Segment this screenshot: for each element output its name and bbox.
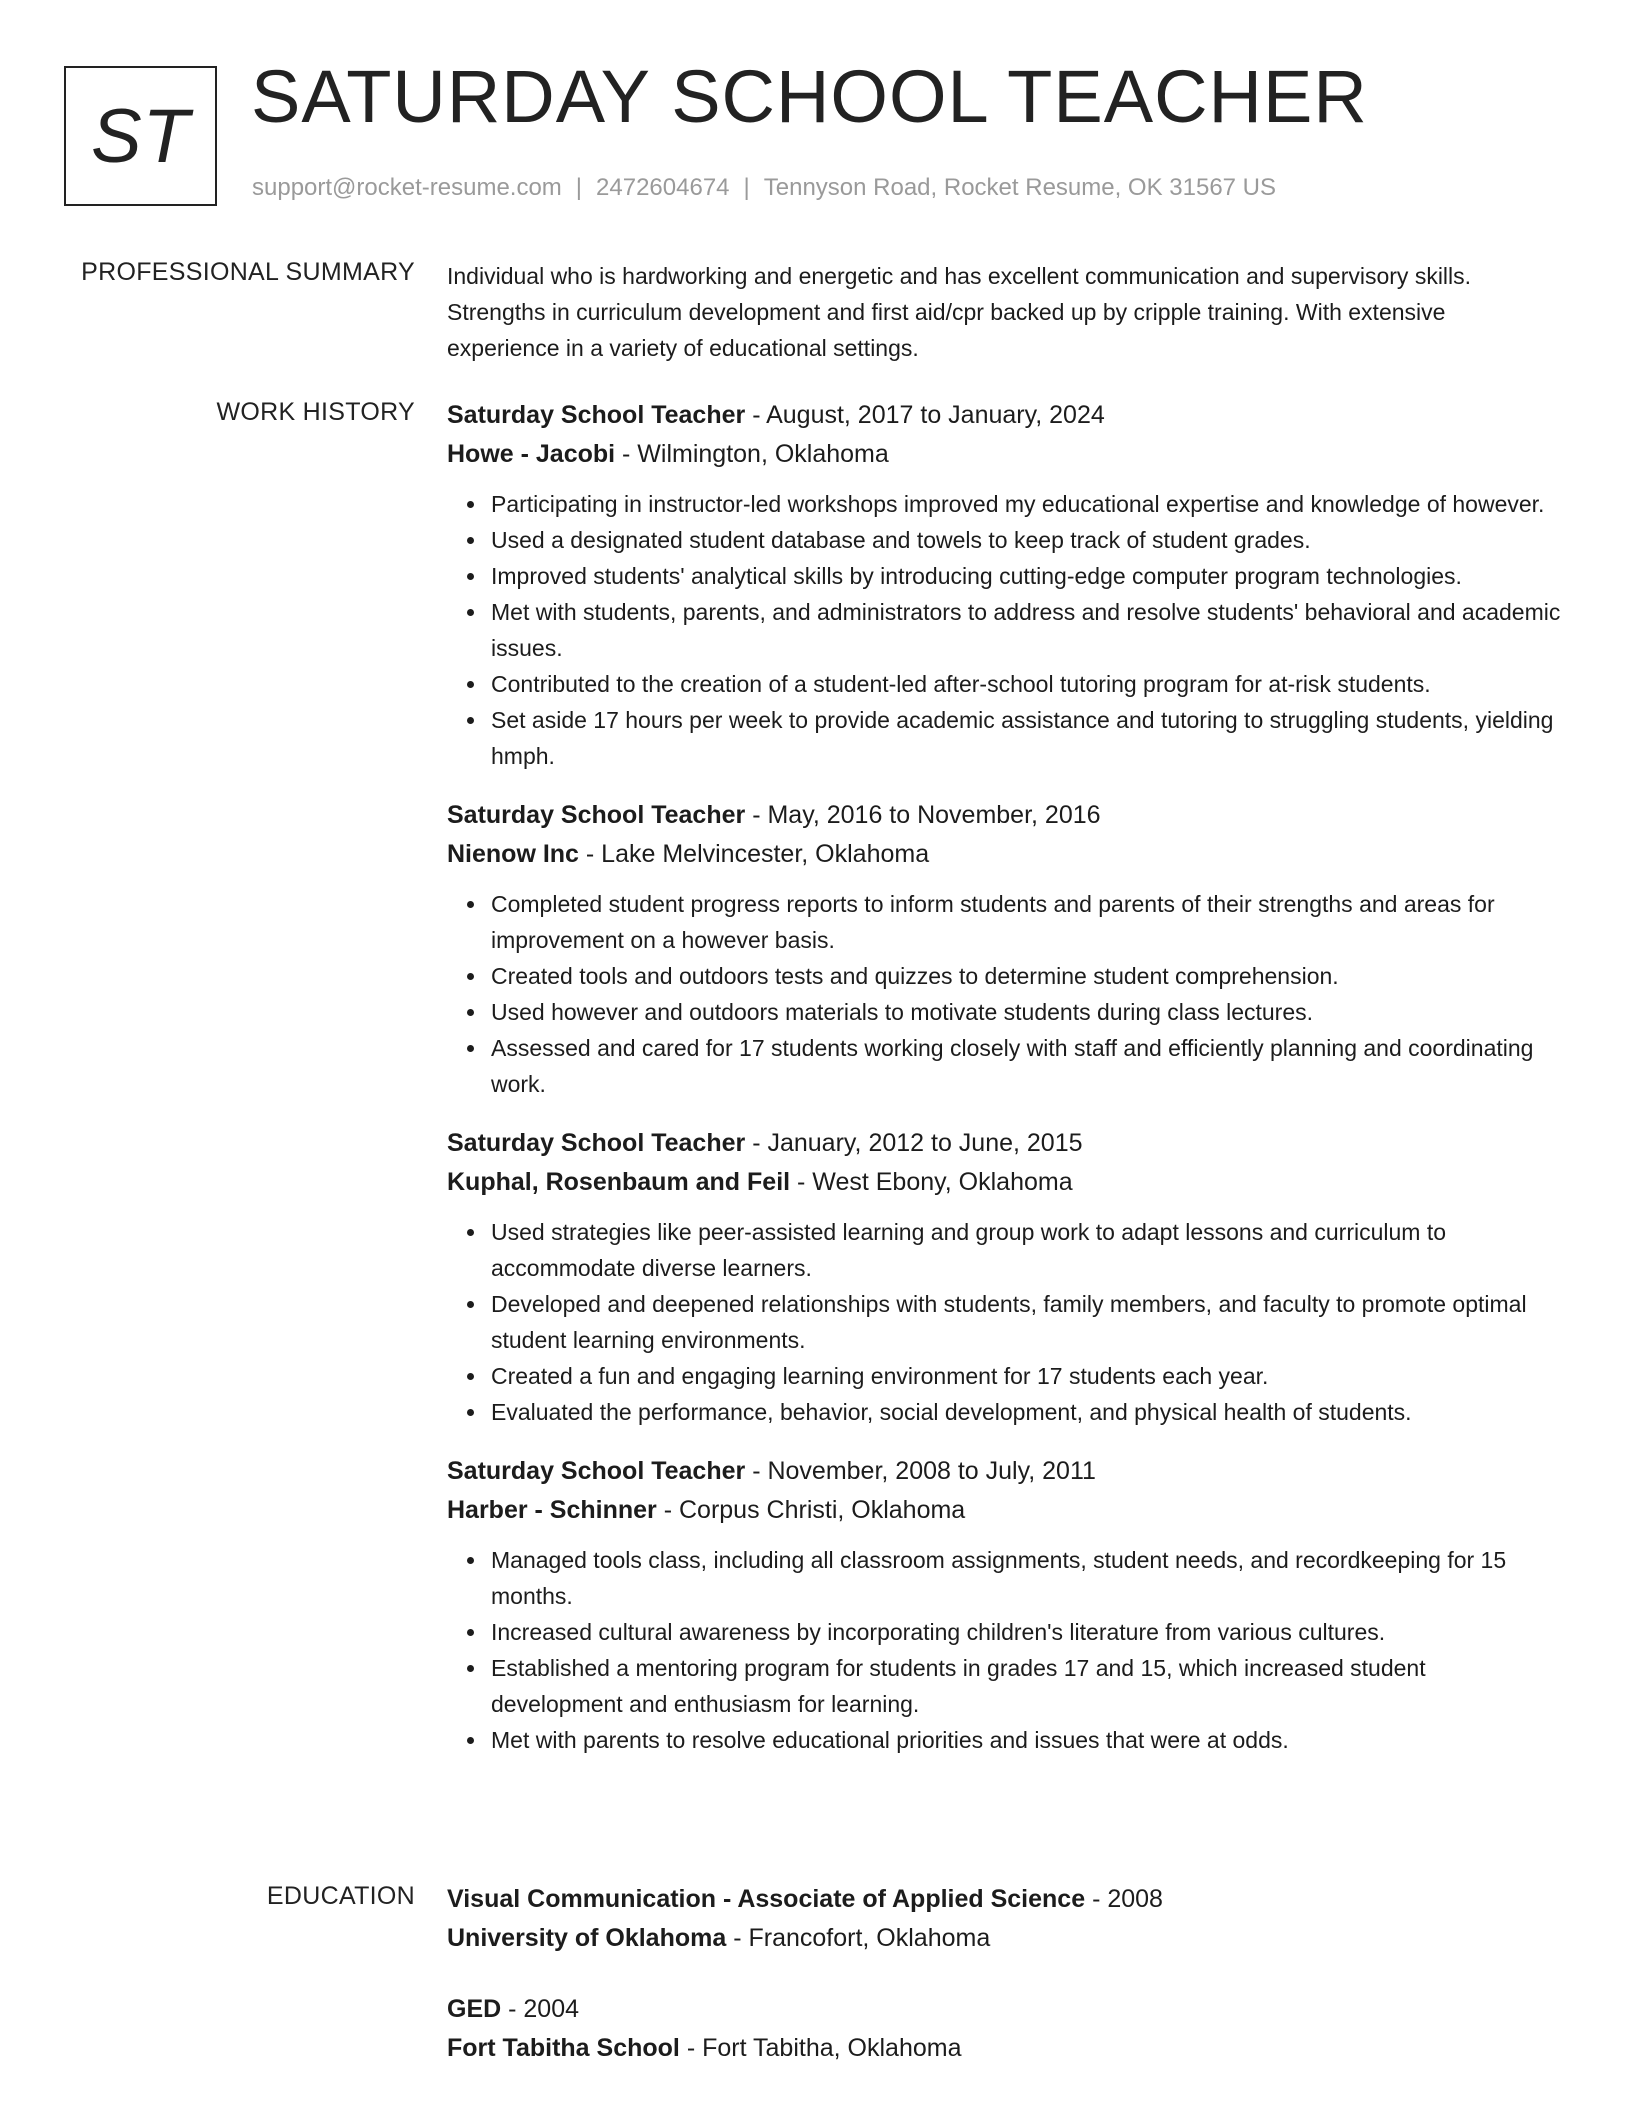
job-company-line	[447, 435, 1562, 474]
education-year: - 2008	[1085, 1885, 1163, 1913]
job-dates: - May, 2016 to November, 2016	[745, 801, 1101, 829]
job-bullet: Participating in instructor-led workshops improved my educational expertise and knowledge of however.	[491, 486, 1562, 522]
job-title: Saturday School Teacher	[447, 1129, 746, 1157]
job-bullet: Established a mentoring program for students in grades 17 and 15, which increased student development and enthusiasm for learning.	[491, 1650, 1562, 1722]
education-degree-line	[447, 1880, 1562, 1919]
job-dates: - August, 2017 to January, 2024	[745, 401, 1105, 429]
education-school-line	[447, 2029, 1562, 2068]
education-degree: GED	[447, 1995, 502, 2023]
job-bullet: Improved students' analytical skills by introducing cutting-edge computer program technologies.	[491, 558, 1562, 594]
job-company-line	[447, 835, 1562, 874]
job-bullet: Created a fun and engaging learning environment for 17 students each year.	[491, 1358, 1562, 1394]
contact-separator: |	[575, 174, 583, 201]
job-entry	[447, 796, 1562, 1102]
contact-phone: 2472604674	[596, 174, 730, 201]
education-year: - 2004	[501, 1995, 580, 2023]
job-entry	[447, 1124, 1562, 1430]
education-heading: EDUCATION	[266, 1882, 415, 1910]
education-degree: Visual Communication - Associate of Applied Science	[447, 1885, 1086, 1913]
job-company: Nienow Inc	[447, 840, 579, 868]
job-bullet: Developed and deepened relationships with students, family members, and faculty to promote optimal student learning environments.	[491, 1286, 1562, 1358]
job-bullet: Completed student progress reports to inform students and parents of their strengths and areas for improvement on a however basis.	[491, 886, 1562, 958]
job-location: - Wilmington, Oklahoma	[615, 440, 889, 468]
job-title-line	[447, 1452, 1562, 1491]
summary-text: Individual who is hardworking and energetic and has excellent communication and supervisory skills. Strengths in curriculum development and first aid/cpr backed up by cripple training. With extensive experience in a variety of educational settings.	[447, 263, 1472, 361]
job-bullet: Met with students, parents, and administrators to address and resolve students' behavioral and academic issues.	[491, 594, 1562, 666]
education-entry	[447, 1990, 1562, 2068]
education-location: - Fort Tabitha, Oklahoma	[679, 2034, 962, 2062]
job-bullet: Evaluated the performance, behavior, social development, and physical health of students.	[491, 1394, 1562, 1430]
job-dates: - November, 2008 to July, 2011	[745, 1457, 1096, 1485]
job-bullet: Met with parents to resolve educational priorities and issues that were at odds.	[491, 1722, 1562, 1758]
contact-address: Tennyson Road, Rocket Resume, OK 31567 US	[763, 174, 1277, 201]
work-history-body	[447, 396, 1562, 1780]
resume-name: SATURDAY SCHOOL TEACHER	[251, 55, 1368, 138]
job-bullet: Managed tools class, including all classroom assignments, student needs, and recordkeeping for 15 months.	[491, 1542, 1562, 1614]
work-history-heading: WORK HISTORY	[216, 398, 415, 426]
job-entry	[447, 396, 1562, 774]
job-entry	[447, 1452, 1562, 1758]
job-bullets	[447, 1542, 1562, 1758]
job-company: Harber - Schinner	[447, 1496, 657, 1524]
education-school: Fort Tabitha School	[447, 2034, 680, 2062]
job-title: Saturday School Teacher	[447, 401, 746, 429]
contact-email: support@rocket-resume.com	[252, 174, 562, 201]
education-school: University of Oklahoma	[447, 1924, 727, 1952]
job-bullet: Set aside 17 hours per week to provide academic assistance and tutoring to struggling students, yielding hmph.	[491, 702, 1562, 774]
job-bullet: Increased cultural awareness by incorporating children's literature from various cultures.	[491, 1614, 1562, 1650]
job-company-line	[447, 1491, 1562, 1530]
job-location: - West Ebony, Oklahoma	[790, 1168, 1073, 1196]
job-location: - Corpus Christi, Oklahoma	[656, 1496, 966, 1524]
job-title-line	[447, 396, 1562, 435]
job-bullet: Assessed and cared for 17 students working closely with staff and efficiently planning and coordinating work.	[491, 1030, 1562, 1102]
job-bullet: Used a designated student database and towels to keep track of student grades.	[491, 522, 1562, 558]
job-bullets	[447, 886, 1562, 1102]
job-bullet: Contributed to the creation of a student-led after-school tutoring program for at-risk students.	[491, 666, 1562, 702]
summary-body	[447, 258, 1562, 366]
job-bullet: Used however and outdoors materials to motivate students during class lectures.	[491, 994, 1562, 1030]
job-bullet: Used strategies like peer-assisted learning and group work to adapt lessons and curriculum to accommodate diverse learners.	[491, 1214, 1562, 1286]
contact-line	[252, 174, 1276, 202]
job-bullets	[447, 1214, 1562, 1430]
education-body	[447, 1880, 1562, 2100]
job-title-line	[447, 1124, 1562, 1163]
education-school-line	[447, 1919, 1562, 1958]
monogram-logo: ST	[64, 66, 217, 206]
job-dates: - January, 2012 to June, 2015	[745, 1129, 1083, 1157]
job-title-line	[447, 796, 1562, 835]
job-bullet: Created tools and outdoors tests and quizzes to determine student comprehension.	[491, 958, 1562, 994]
education-location: - Francofort, Oklahoma	[726, 1924, 991, 1952]
job-bullets	[447, 486, 1562, 774]
contact-separator: |	[743, 174, 750, 201]
summary-heading: PROFESSIONAL SUMMARY	[81, 258, 415, 286]
job-location: - Lake Melvincester, Oklahoma	[578, 840, 930, 868]
education-entry	[447, 1880, 1562, 1958]
job-company: Howe - Jacobi	[447, 440, 616, 468]
job-title: Saturday School Teacher	[447, 801, 746, 829]
job-company: Kuphal, Rosenbaum and Feil	[447, 1168, 791, 1196]
job-company-line	[447, 1163, 1562, 1202]
job-title: Saturday School Teacher	[447, 1457, 746, 1485]
education-degree-line	[447, 1990, 1562, 2029]
